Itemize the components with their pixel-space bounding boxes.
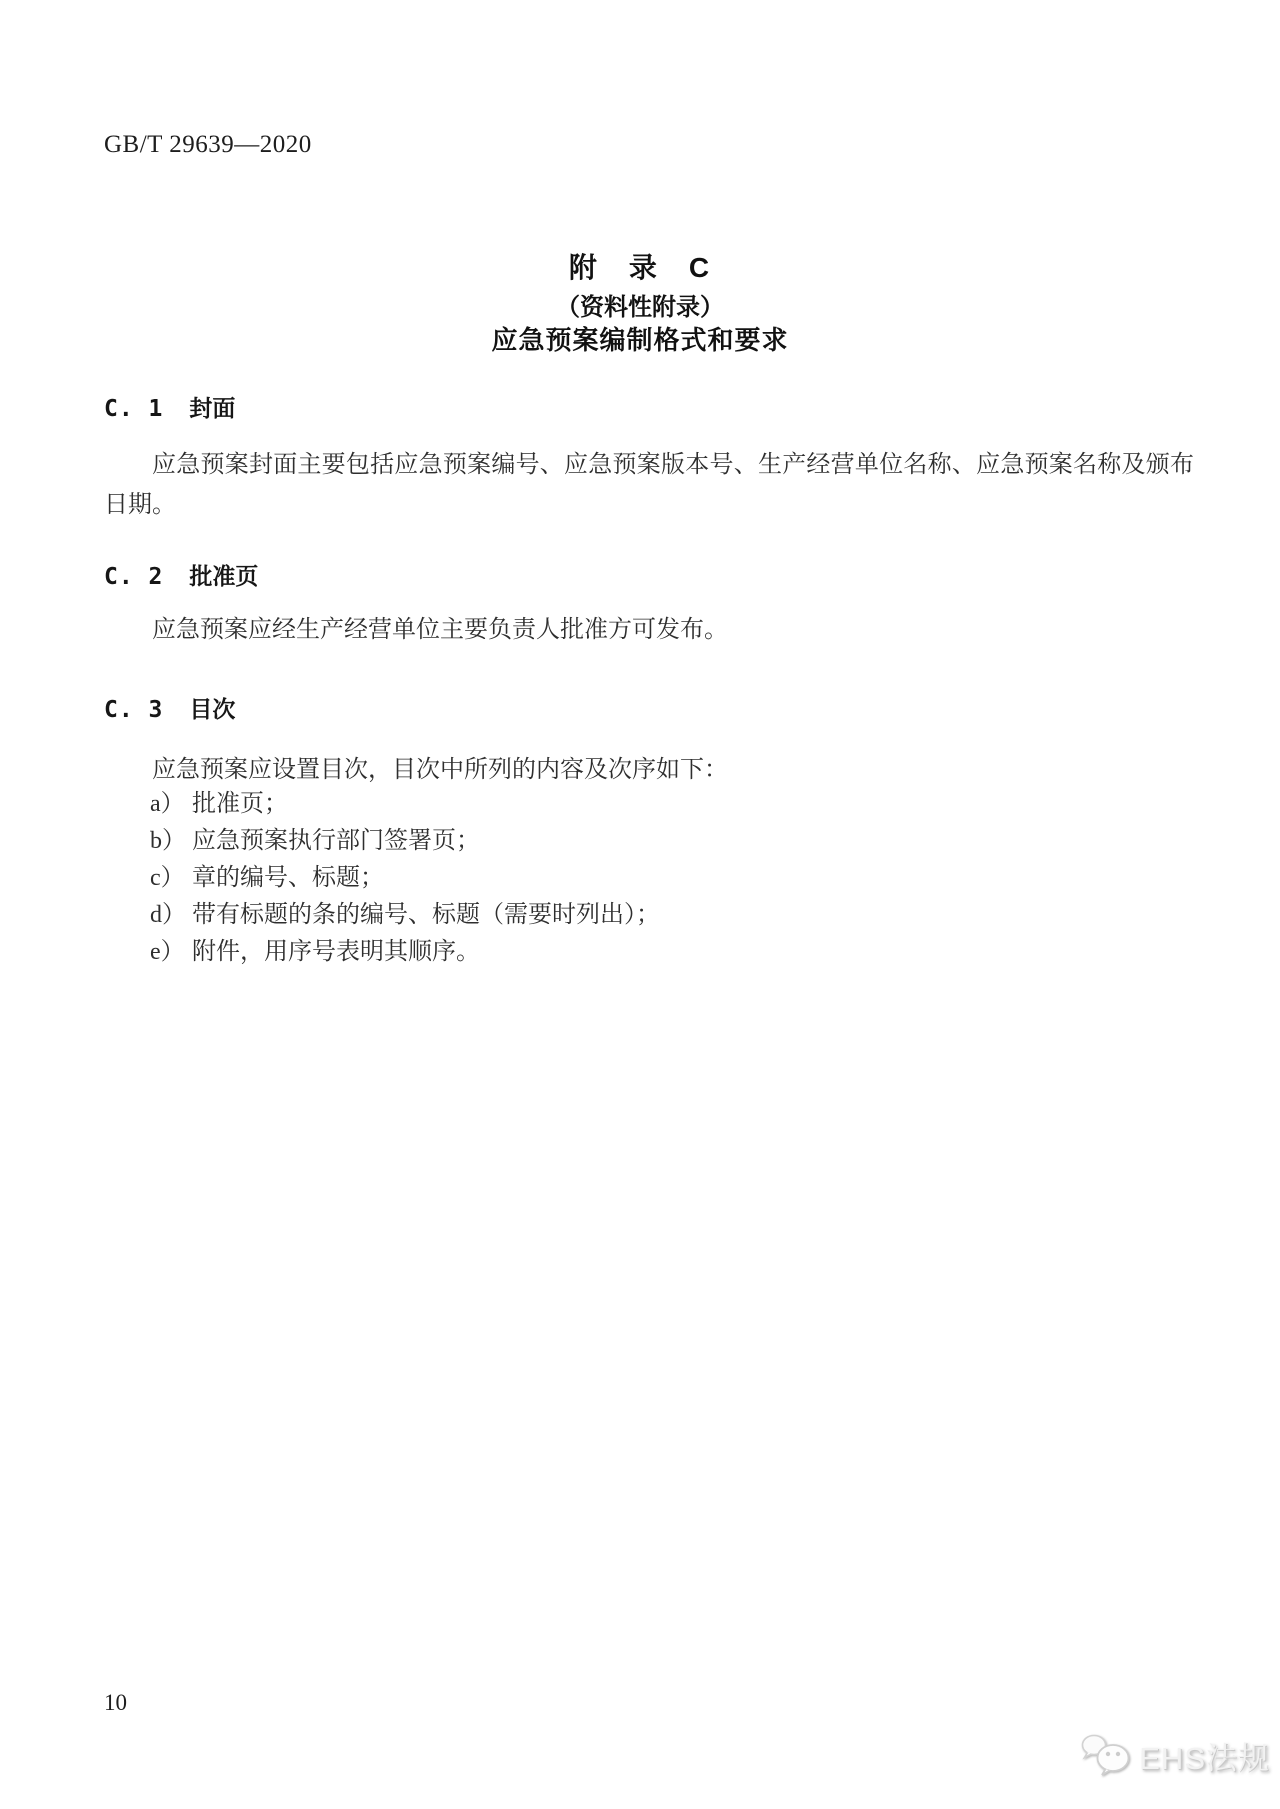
- section-title: 批准页: [189, 563, 259, 589]
- list-item: [150, 867, 660, 890]
- section-title: 目次: [189, 696, 236, 722]
- section-heading-c1: [104, 390, 235, 423]
- list-item: [150, 904, 660, 927]
- list-marker: c）: [150, 865, 185, 891]
- list-marker: d）: [150, 902, 186, 928]
- watermark: [1079, 1731, 1270, 1779]
- section-heading-c3: [104, 691, 235, 724]
- list-item: [150, 793, 660, 816]
- section-paragraph-c1: 应急预案封面主要包括应急预案编号、应急预案版本号、生产经营单位名称、应急预案名称及颁布日期。: [104, 452, 1194, 518]
- appendix-title: 附 录 C: [568, 252, 712, 283]
- list-marker: e）: [150, 939, 185, 965]
- list-item-text: 带有标题的条的编号、标题（需要时列出）；: [192, 902, 660, 928]
- section-paragraph-c3: 应急预案应设置目次，目次中所列的内容及次序如下：: [152, 757, 728, 783]
- list-item: [150, 830, 660, 853]
- appendix-subtitle: （资料性附录）: [556, 294, 724, 321]
- list-item-text: 批准页；: [192, 791, 288, 817]
- list-item-text: 应急预案执行部门签署页；: [192, 828, 480, 854]
- section-number: C. 1: [104, 396, 164, 422]
- section-paragraph-c2: 应急预案应经生产经营单位主要负责人批准方可发布。: [152, 617, 728, 643]
- section-number: C. 3: [104, 697, 164, 723]
- page-number: 10: [104, 1690, 127, 1715]
- standard-code-header: GB/T 29639—2020: [104, 131, 312, 158]
- appendix-heading: 应急预案编制格式和要求: [491, 325, 789, 355]
- list-marker: a）: [150, 791, 185, 817]
- watermark-label: EHS法规: [1139, 1740, 1270, 1776]
- list-item-text: 附件，用序号表明其顺序。: [192, 939, 480, 965]
- section-title: 封面: [189, 395, 236, 421]
- toc-item-list: [150, 793, 660, 964]
- section-heading-c2: [104, 558, 258, 591]
- list-item: [150, 941, 660, 964]
- list-marker: b）: [150, 828, 186, 854]
- wechat-icon: [1079, 1731, 1135, 1779]
- section-number: C. 2: [104, 564, 164, 590]
- list-item-text: 章的编号、标题；: [192, 865, 384, 891]
